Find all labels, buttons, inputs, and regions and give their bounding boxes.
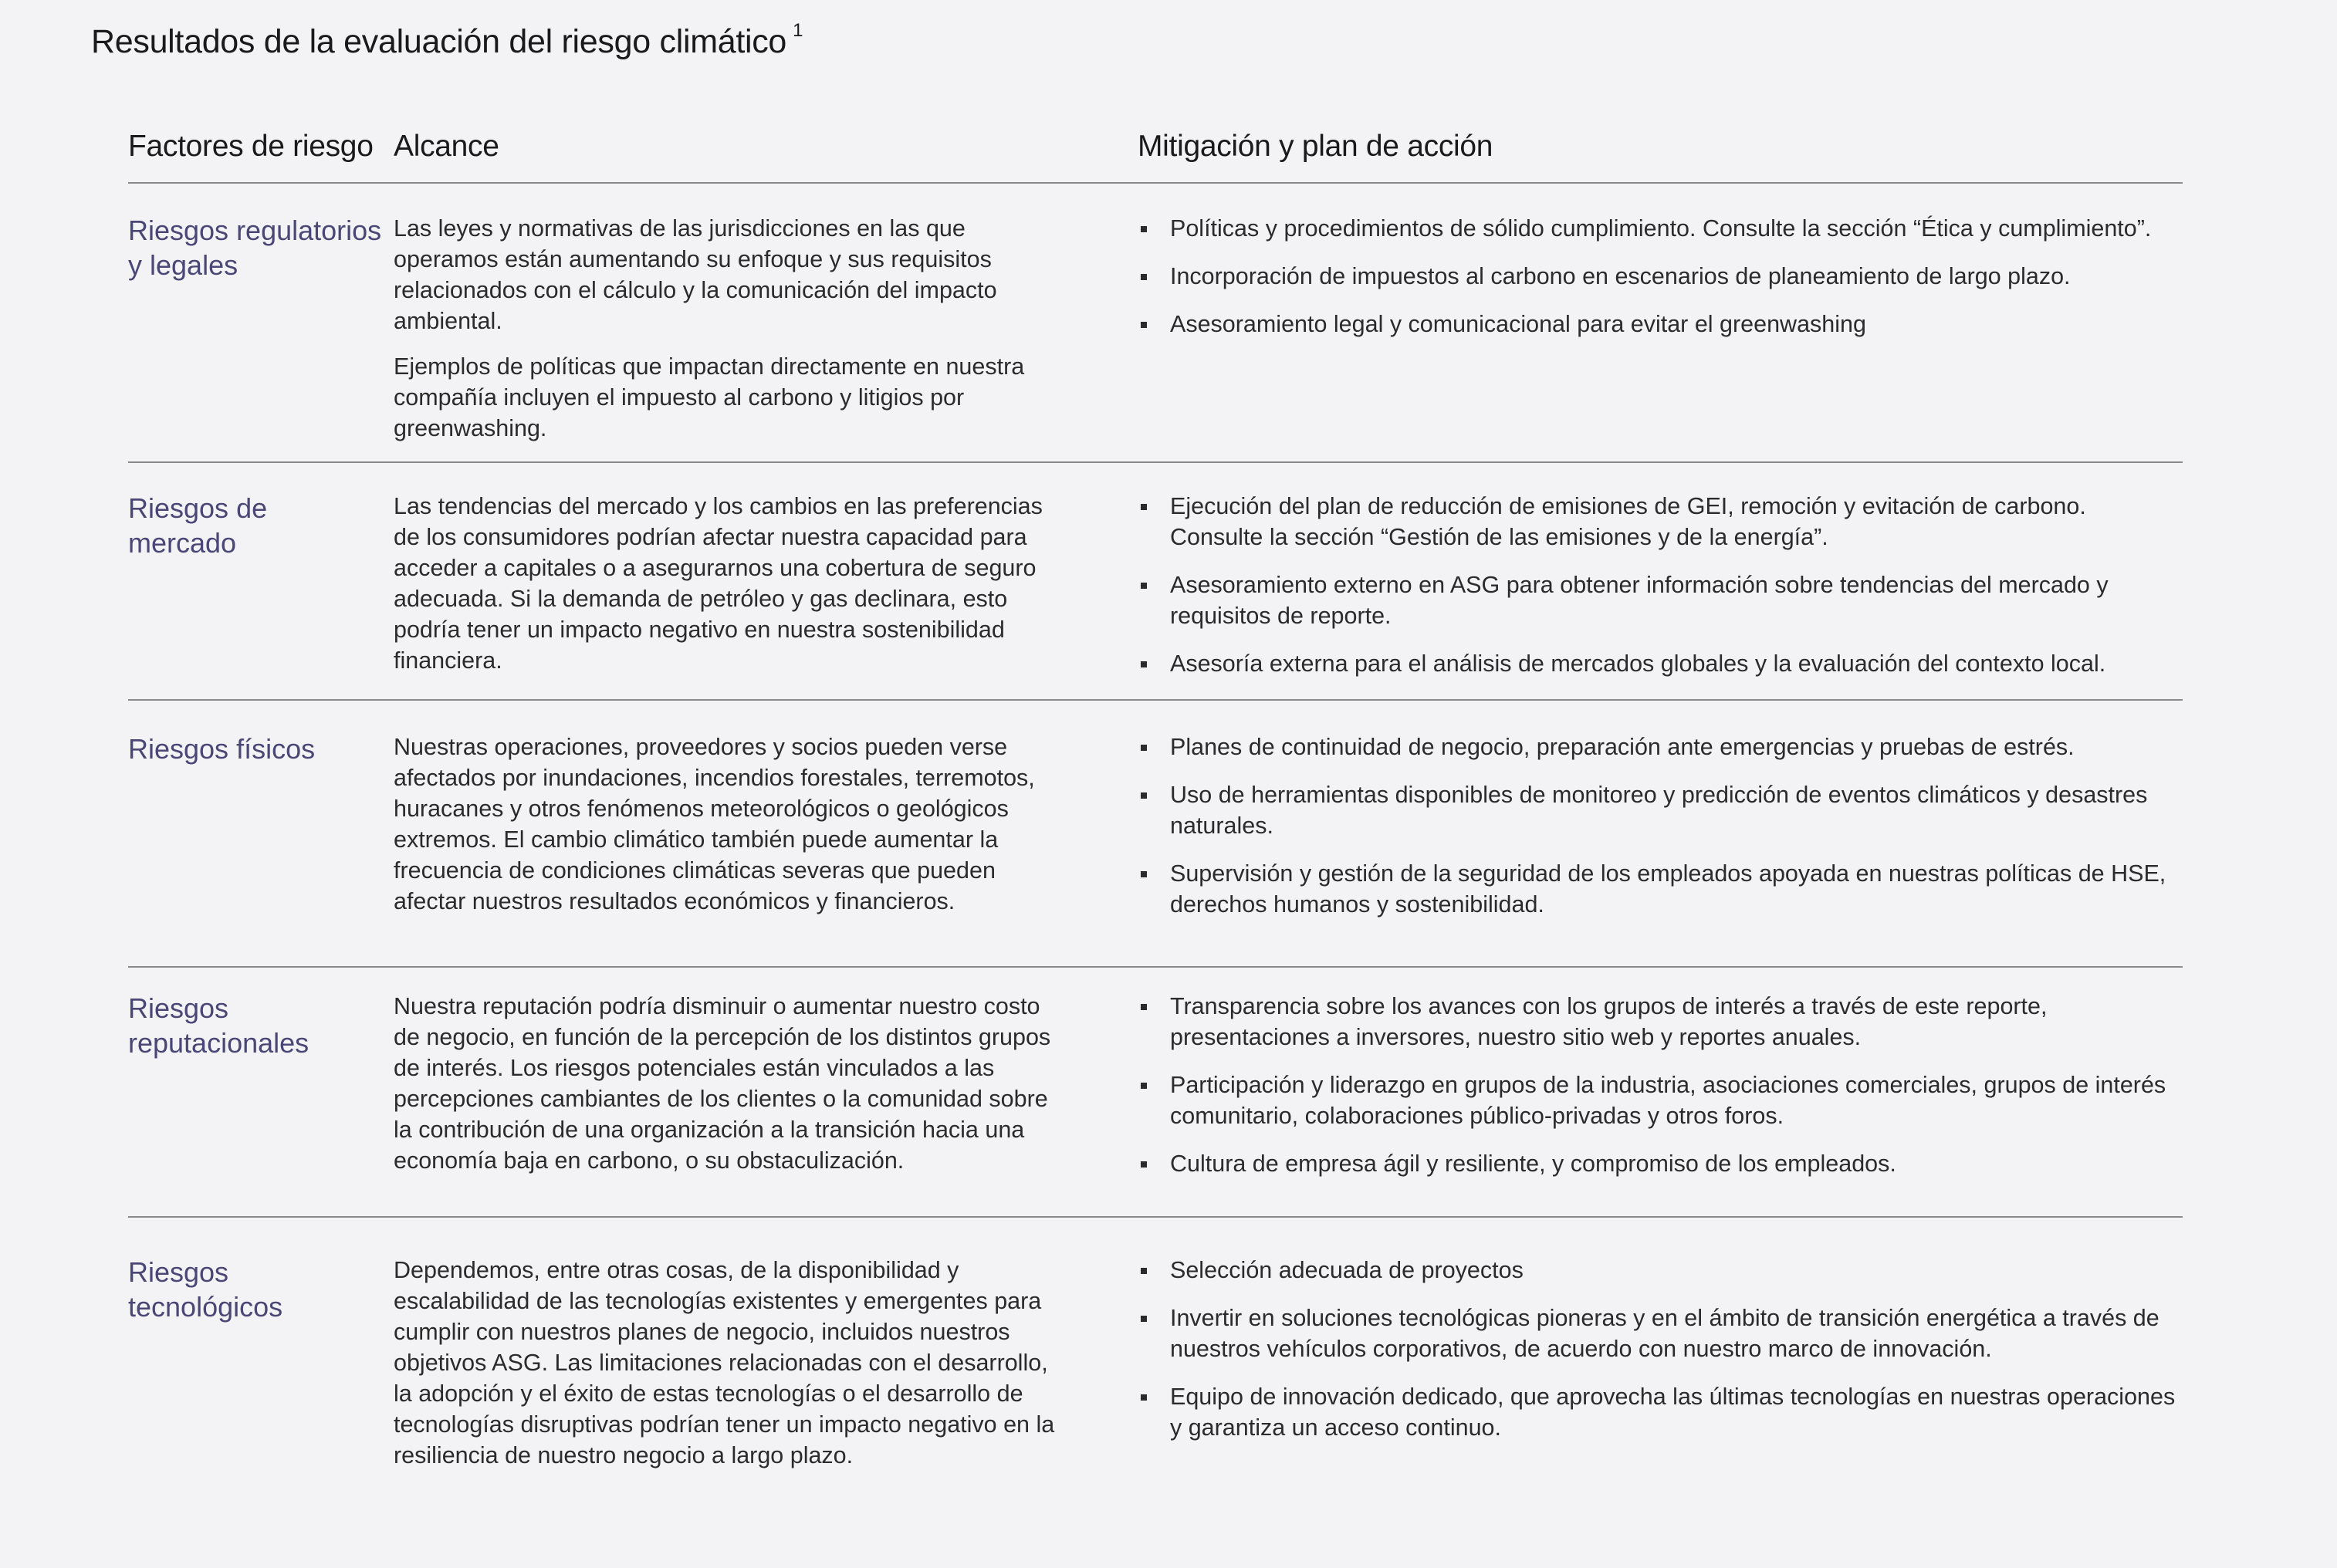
mitigation-text: Asesoramiento legal y comunicacional para evitar el greenwashing xyxy=(1170,311,1866,337)
list-item xyxy=(1138,648,2183,679)
list-item xyxy=(1138,569,2183,631)
scope-cell xyxy=(394,991,1065,1191)
mitigation-text: Uso de herramientas disponibles de monitoreo y predicción de eventos climáticos y desastres naturales. xyxy=(1170,782,2148,839)
list-item xyxy=(1138,858,2183,920)
mitigation-list xyxy=(1138,213,2183,340)
header-mitigation: Mitigación y plan de acción xyxy=(1138,130,1493,163)
scope-cell xyxy=(394,213,1065,458)
mitigation-list xyxy=(1138,991,2183,1179)
bullet-square-icon xyxy=(1141,871,1147,877)
list-item xyxy=(1138,1381,2183,1443)
bullet-square-icon xyxy=(1141,745,1147,751)
mitigation-text: Transparencia sobre los avances con los grupos de interés a través de este reporte, presentaciones a inversores, nuestro sitio web y reportes anuales. xyxy=(1170,993,2048,1050)
mitigation-text: Invertir en soluciones tecnológicas pioneras y en el ámbito de transición energética a través de nuestros vehículos corporativos, de acuerdo con nuestro marco de innovación. xyxy=(1170,1305,2159,1362)
mitigation-text: Ejecución del plan de reducción de emisiones de GEI, remoción y evitación de carbono. Consulte la sección “Gestión de las emisiones y de la energía”. xyxy=(1170,493,2086,550)
list-item xyxy=(1138,261,2183,292)
list-item xyxy=(1138,991,2183,1053)
bullet-square-icon xyxy=(1141,226,1147,232)
scope-paragraph: Las tendencias del mercado y los cambios en las preferencias de los consumidores podrían afectar nuestra capacidad para acceder a capitales o a asegurarnos una cobertura de seguro adecuada. Si la demanda de petróleo y gas declinara, esto podría tener un impacto negativo en nuestra sostenibilidad financiera. xyxy=(394,493,1043,674)
mitigation-text: Asesoramiento externo en ASG para obtener información sobre tendencias del mercado y requisitos de reporte. xyxy=(1170,572,2109,629)
mitigation-text: Incorporación de impuestos al carbono en escenarios de planeamiento de largo plazo. xyxy=(1170,263,2071,289)
mitigation-cell xyxy=(1138,491,2183,696)
list-item xyxy=(1138,1303,2183,1364)
bullet-square-icon xyxy=(1141,583,1147,589)
list-item xyxy=(1138,213,2183,244)
mitigation-list xyxy=(1138,732,2183,920)
list-item xyxy=(1138,1070,2183,1131)
mitigation-text: Supervisión y gestión de la seguridad de los empleados apoyada en nuestras políticas de HSE, derechos humanos y sostenibilidad. xyxy=(1170,860,2166,917)
bullet-square-icon xyxy=(1141,274,1147,280)
bullet-square-icon xyxy=(1141,1161,1147,1168)
mitigation-cell xyxy=(1138,1255,2183,1460)
header-factor: Factores de riesgo xyxy=(128,130,374,163)
factor-label: Riesgos tecnológicos xyxy=(128,1256,283,1323)
scope-paragraph: Nuestras operaciones, proveedores y socios pueden verse afectados por inundaciones, incendios forestales, terremotos, huracanes y otros fenómenos meteorológicos o geológicos extremos. El cambio climático también puede aumentar la frecuencia de condiciones climáticas severas que pueden afectar nuestros resultados económicos y financieros. xyxy=(394,734,1035,914)
risk-table xyxy=(128,130,2183,1511)
scope-paragraph: Las leyes y normativas de las jurisdicciones en las que operamos están aumentando su enfoque y sus requisitos relacionados con el cálculo y la comunicación del impacto ambiental. xyxy=(394,215,997,334)
scope-paragraph: Dependemos, entre otras cosas, de la disponibilidad y escalabilidad de las tecnologías existentes y emergentes para cumplir con nuestros planes de negocio, incluidos nuestros objetivos ASG. Las limitaciones relacionadas con el desarrollo, la adopción y el éxito de estas tecnologías o el desarrollo de tecnologías disruptivas podrían tener un impacto negativo en la resiliencia de nuestro negocio a largo plazo. xyxy=(394,1257,1055,1468)
list-item xyxy=(1138,779,2183,841)
page-title xyxy=(91,19,803,61)
bullet-square-icon xyxy=(1141,1083,1147,1089)
scope-cell xyxy=(394,491,1065,691)
bullet-square-icon xyxy=(1141,1394,1147,1401)
mitigation-text: Selección adecuada de proyectos xyxy=(1170,1257,1524,1283)
table-row-physical xyxy=(128,701,2183,968)
table-row-market xyxy=(128,463,2183,701)
mitigation-text: Participación y liderazgo en grupos de la industria, asociaciones comerciales, grupos de interés comunitario, colaboraciones público-privadas y otros foros. xyxy=(1170,1072,2166,1129)
list-item xyxy=(1138,1255,2183,1286)
list-item xyxy=(1138,309,2183,340)
mitigation-cell xyxy=(1138,991,2183,1196)
mitigation-cell xyxy=(1138,213,2183,357)
mitigation-list xyxy=(1138,1255,2183,1443)
mitigation-text: Planes de continuidad de negocio, preparación ante emergencias y pruebas de estrés. xyxy=(1170,734,2075,760)
page-title-text: Resultados de la evaluación del riesgo climático xyxy=(91,23,787,60)
mitigation-text: Cultura de empresa ágil y resiliente, y compromiso de los empleados. xyxy=(1170,1151,1896,1177)
factor-label: Riesgos regulatorios y legales xyxy=(128,215,382,281)
scope-cell xyxy=(394,732,1065,931)
table-header-row xyxy=(128,130,2183,184)
scope-paragraph: Nuestra reputación podría disminuir o aumentar nuestro costo de negocio, en función de la percepción de los distintos grupos de interés. Los riesgos potenciales están vinculados a las percepciones cambiantes de los clientes o la comunidad sobre la contribución de una organización a la transición hacia una economía baja en carbono, o su obstaculización. xyxy=(394,993,1051,1174)
table-row-reputational xyxy=(128,968,2183,1218)
factor-label: Riesgos físicos xyxy=(128,733,316,765)
bullet-square-icon xyxy=(1141,1316,1147,1322)
factor-label: Riesgos de mercado xyxy=(128,492,268,559)
list-item xyxy=(1138,1148,2183,1179)
table-row-regulatory xyxy=(128,184,2183,463)
list-item xyxy=(1138,491,2183,553)
table-row-technological xyxy=(128,1218,2183,1511)
bullet-square-icon xyxy=(1141,1268,1147,1274)
bullet-square-icon xyxy=(1141,322,1147,328)
header-scope: Alcance xyxy=(394,130,499,163)
scope-cell xyxy=(394,1255,1065,1485)
bullet-square-icon xyxy=(1141,661,1147,667)
mitigation-text: Políticas y procedimientos de sólido cumplimiento. Consulte la sección “Ética y cumplimiento”. xyxy=(1170,215,2152,242)
mitigation-text: Equipo de innovación dedicado, que aprovecha las últimas tecnologías en nuestras operaciones y garantiza un acceso continuo. xyxy=(1170,1384,2176,1441)
bullet-square-icon xyxy=(1141,792,1147,799)
bullet-square-icon xyxy=(1141,1004,1147,1010)
mitigation-text: Asesoría externa para el análisis de mercados globales y la evaluación del contexto local. xyxy=(1170,651,2106,677)
factor-label: Riesgos reputacionales xyxy=(128,992,309,1059)
bullet-square-icon xyxy=(1141,504,1147,510)
title-footnote-marker: 1 xyxy=(793,19,803,41)
mitigation-list xyxy=(1138,491,2183,679)
list-item xyxy=(1138,732,2183,762)
scope-paragraph: Ejemplos de políticas que impactan directamente en nuestra compañía incluyen el impuesto al carbono y litigios por greenwashing. xyxy=(394,353,1025,441)
mitigation-cell xyxy=(1138,732,2183,937)
